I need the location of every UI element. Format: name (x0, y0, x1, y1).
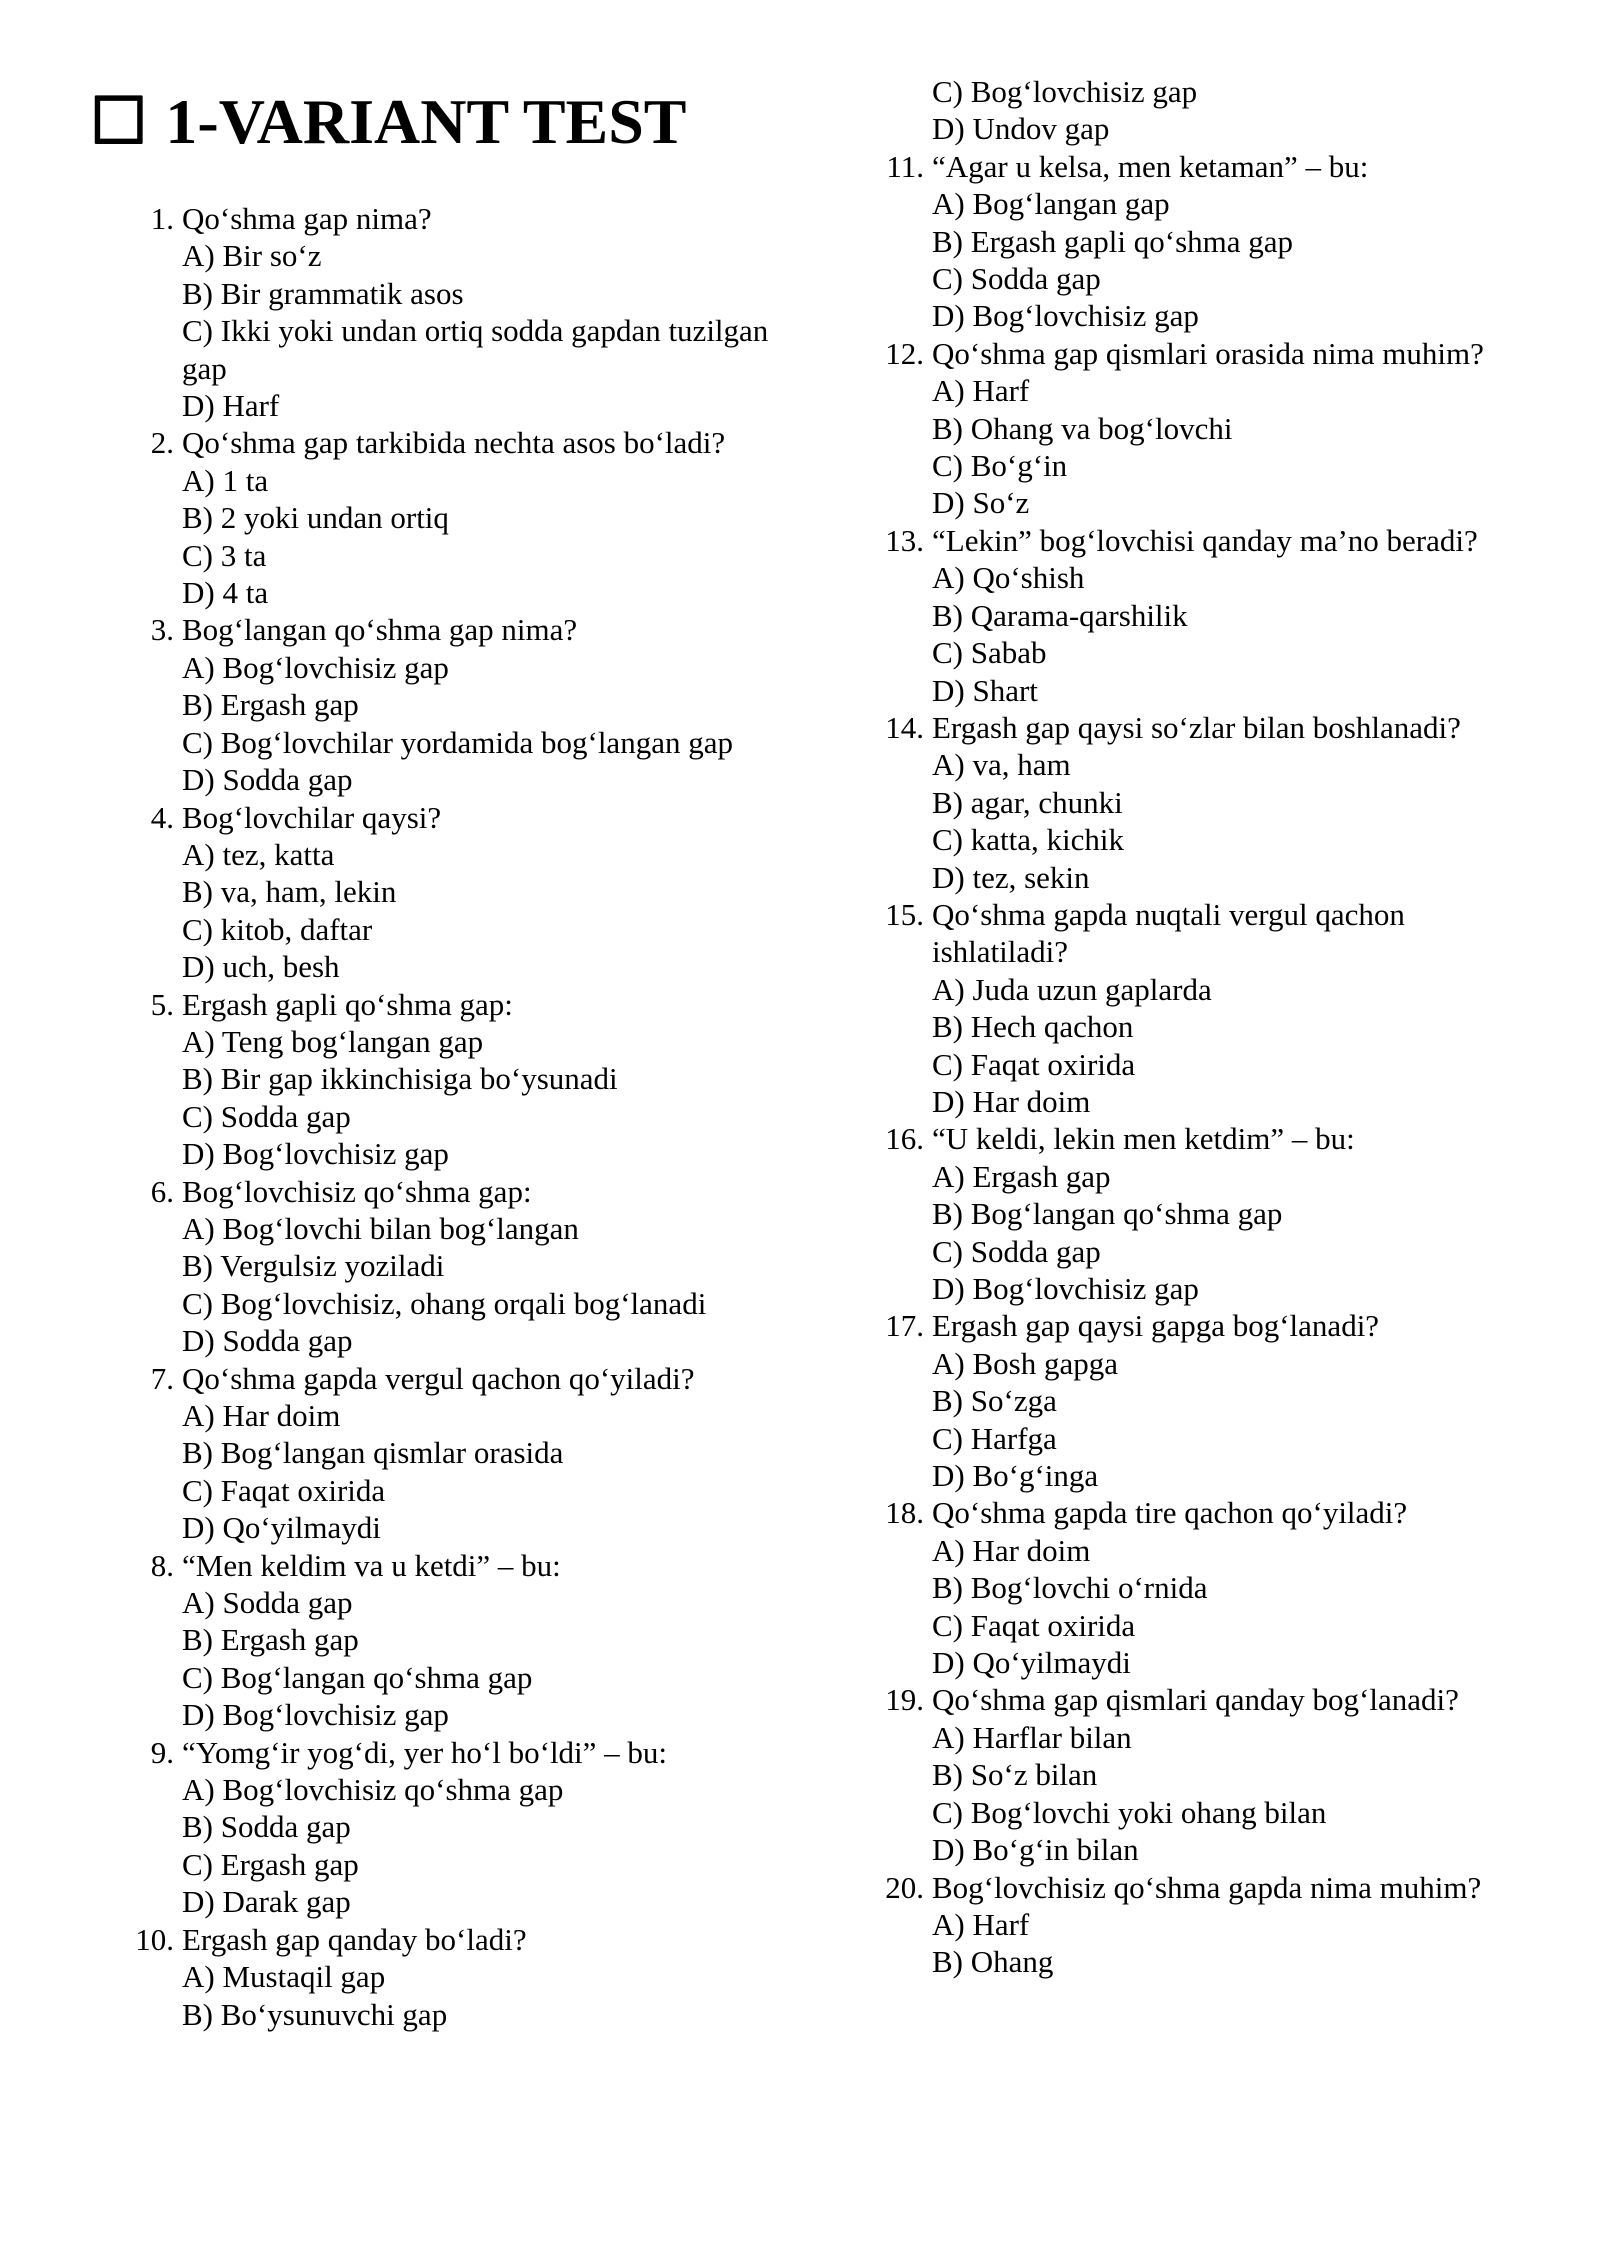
answer-option: A) tez, katta (182, 836, 335, 872)
answer-option: C) Ikki yoki undan ortiq sodda gapdan tuzilgan gap (182, 313, 769, 386)
question-text: “U keldi, lekin men ketdim” – bu: (932, 1121, 1355, 1157)
question-item (880, 896, 1520, 1120)
question-text: Ergash gap qaysi gapga bog‘lanadi? (932, 1308, 1380, 1344)
answer-option: B) So‘zga (932, 1383, 1057, 1419)
question-item (130, 200, 770, 424)
answer-option: D) Sodda gap (182, 762, 353, 798)
answer-option: C) Bog‘lovchi yoki ohang bilan (932, 1794, 1327, 1830)
question-item (130, 1173, 770, 1360)
question-number: 5. (150, 986, 174, 1022)
question-item (880, 1120, 1520, 1307)
page-title (90, 82, 686, 162)
question-text: “Lekin” bog‘lovchisi qanday ma’no beradi? (932, 522, 1478, 558)
answer-option: B) 2 yoki undan ortiq (182, 500, 449, 536)
question-text: Qo‘shma gapda nuqtali vergul qachon ishlatiladi? (932, 896, 1405, 970)
answer-option: C) Faqat oxirida (932, 1607, 1136, 1643)
question-number: 13. (885, 522, 924, 558)
question-text: Bog‘lovchilar qaysi? (182, 799, 442, 835)
answer-option: D) Bog‘lovchisiz gap (182, 1136, 449, 1172)
answer-option: D) Darak gap (182, 1884, 351, 1920)
question-item (880, 148, 1520, 335)
question-item (880, 1307, 1520, 1494)
answer-option: C) Sodda gap (932, 1233, 1101, 1269)
answer-option: C) Bog‘lovchisiz, ohang orqali bog‘lanadi (182, 1285, 707, 1321)
answer-option: B) Bog‘lovchi o‘rnida (932, 1570, 1208, 1606)
question-text: Qo‘shma gapda vergul qachon qo‘yiladi? (182, 1360, 695, 1396)
answer-option: C) Bog‘langan qo‘shma gap (182, 1659, 533, 1695)
answer-option: C) Sabab (932, 635, 1047, 671)
answer-option: C) Sodda gap (932, 261, 1101, 297)
question-number: 20. (885, 1869, 924, 1905)
question-text: Ergash gap qaysi so‘zlar bilan boshlanadi? (932, 709, 1461, 745)
left-column (130, 200, 770, 2033)
answer-option: B) Bog‘langan qo‘shma gap (932, 1196, 1283, 1232)
answer-option: A) Bosh gapga (932, 1345, 1118, 1381)
answer-option: A) Harf (932, 373, 1030, 409)
answer-option: C) Bog‘lovchilar yordamida bog‘langan gap (182, 724, 733, 760)
answer-option: A) Bog‘lovchisiz gap (182, 649, 449, 685)
answer-option: C) Harfga (932, 1420, 1057, 1456)
answer-option: A) Mustaqil gap (182, 1959, 386, 1995)
answer-option: D) Bog‘lovchisiz gap (932, 1271, 1199, 1306)
question-item (130, 1360, 770, 1547)
question-number: 14. (885, 709, 924, 745)
answer-option: A) Bog‘lovchisiz qo‘shma gap (182, 1772, 564, 1808)
answer-option: B) agar, chunki (932, 784, 1123, 820)
question-number: 8. (150, 1547, 174, 1583)
question-number: 3. (150, 612, 174, 648)
answer-option: A) Bog‘lovchi bilan bog‘langan (182, 1210, 579, 1246)
question-item (130, 424, 770, 611)
answer-option: B) So‘z bilan (932, 1757, 1098, 1793)
question-item (130, 1547, 770, 1734)
answer-option: A) Har doim (932, 1532, 1091, 1568)
answer-option: B) Ohang (932, 1944, 1054, 1980)
answer-option: C) katta, kichik (932, 822, 1124, 858)
right-question-list (880, 148, 1520, 1981)
answer-option: D) Bog‘lovchisiz gap (932, 298, 1199, 334)
answer-option: C) Faqat oxirida (182, 1472, 386, 1508)
question-text: Qo‘shma gap qismlari orasida nima muhim? (932, 335, 1484, 371)
answer-option: B) Ergash gapli qo‘shma gap (932, 223, 1294, 259)
answer-option: D) So‘z (932, 485, 1030, 521)
answer-option: B) Bog‘langan qismlar orasida (182, 1435, 564, 1471)
question-number: 2. (150, 425, 174, 461)
answer-option: C) kitob, daftar (182, 911, 373, 947)
right-column (880, 73, 1520, 1981)
question-text: “Agar u kelsa, men ketaman” – bu: (932, 148, 1369, 184)
question-text: Ergash gapli qo‘shma gap: (182, 986, 513, 1022)
answer-option: B) Hech qachon (932, 1009, 1134, 1045)
answer-option: D) tez, sekin (932, 859, 1090, 895)
question-item (880, 1869, 1520, 1981)
question-number: 10. (135, 1921, 174, 1957)
question-text: Qo‘shma gap qismlari qanday bog‘lanadi? (932, 1682, 1459, 1718)
answer-option: C) Sodda gap (182, 1098, 351, 1134)
answer-option: C) Faqat oxirida (932, 1046, 1136, 1082)
answer-option: D) Har doim (932, 1083, 1091, 1119)
answer-option: B) Sodda gap (182, 1809, 351, 1845)
answer-option: D) Bo‘g‘in bilan (932, 1832, 1139, 1868)
answer-option: A) Ergash gap (932, 1158, 1111, 1194)
answer-option: D) Qo‘yilmaydi (182, 1510, 381, 1546)
question-item (880, 335, 1520, 522)
question-number: 16. (885, 1121, 924, 1157)
question-text: “Men keldim va u ketdi” – bu: (182, 1547, 561, 1583)
page-title-text: 1-VARIANT TEST (165, 86, 687, 157)
answer-option: B) Ergash gap (182, 687, 359, 723)
question-text: Bog‘langan qo‘shma gap nima? (182, 612, 578, 648)
question-text: Qo‘shma gapda tire qachon qo‘yiladi? (932, 1495, 1408, 1531)
question-text: Ergash gap qanday bo‘ladi? (182, 1921, 527, 1957)
answer-option: D) Shart (932, 672, 1038, 708)
answer-option: C) Bo‘g‘in (932, 448, 1068, 484)
question-item (130, 611, 770, 798)
answer-option: D) Bo‘g‘inga (932, 1458, 1099, 1494)
question-item (130, 1734, 770, 1921)
answer-option: A) va, ham (932, 747, 1071, 783)
answer-option: A) Har doim (182, 1398, 341, 1433)
question-number: 11. (886, 148, 924, 184)
answer-option: B) Bir grammatik asos (182, 275, 464, 311)
question-number: 6. (150, 1173, 174, 1209)
question-item (130, 799, 770, 986)
answer-option: D) Sodda gap (182, 1323, 353, 1359)
continued-options (880, 73, 1520, 148)
answer-option: A) Bog‘langan gap (932, 186, 1170, 222)
answer-option: B) Qarama-qarshilik (932, 597, 1188, 633)
answer-option: C) 3 ta (182, 537, 267, 573)
question-number: 9. (150, 1734, 174, 1770)
question-item (130, 1921, 770, 2033)
answer-option: D) Qo‘yilmaydi (932, 1645, 1131, 1681)
answer-option: A) Harf (932, 1906, 1030, 1942)
question-number: 15. (885, 896, 924, 932)
answer-option: A) 1 ta (182, 462, 269, 498)
question-number: 19. (885, 1682, 924, 1718)
question-text: “Yomg‘ir yog‘di, yer ho‘l bo‘ldi” – bu: (182, 1734, 668, 1770)
answer-option: D) Bog‘lovchisiz gap (182, 1697, 449, 1733)
answer-option: A) Sodda gap (182, 1585, 353, 1621)
question-text: Qo‘shma gap tarkibida nechta asos bo‘ladi? (182, 425, 726, 461)
answer-option: B) Ohang va bog‘lovchi (932, 410, 1233, 446)
question-number: 12. (885, 335, 924, 371)
answer-option: D) uch, besh (182, 949, 340, 985)
answer-option: D) Harf (182, 388, 280, 424)
answer-option: D) Undov gap (932, 111, 1110, 147)
answer-option: C) Bog‘lovchisiz gap (932, 74, 1198, 109)
document-icon: ☐ (90, 86, 148, 157)
answer-option: B) Bir gap ikkinchisiga bo‘ysunadi (182, 1061, 618, 1097)
answer-option: A) Teng bog‘langan gap (182, 1023, 484, 1059)
question-number: 7. (150, 1360, 174, 1396)
question-number: 1. (150, 201, 174, 236)
question-number: 18. (885, 1495, 924, 1531)
question-item (880, 1494, 1520, 1681)
question-text: Bog‘lovchisiz qo‘shma gap: (182, 1173, 532, 1209)
answer-option: A) Qo‘shish (932, 560, 1085, 596)
question-number: 4. (150, 799, 174, 835)
answer-option: A) Harflar bilan (932, 1719, 1132, 1755)
answer-option: A) Juda uzun gaplarda (932, 971, 1212, 1007)
question-number: 17. (885, 1308, 924, 1344)
answer-option: D) 4 ta (182, 575, 269, 611)
answer-option: C) Ergash gap (182, 1846, 359, 1882)
question-text: Bog‘lovchisiz qo‘shma gapda nima muhim? (932, 1869, 1482, 1905)
question-item (880, 522, 1520, 709)
answer-option: B) Vergulsiz yoziladi (182, 1248, 445, 1284)
answer-option: A) Bir so‘z (182, 238, 322, 274)
question-item (130, 986, 770, 1173)
answer-option: B) va, ham, lekin (182, 874, 397, 910)
answer-option: B) Ergash gap (182, 1622, 359, 1658)
question-item (880, 1681, 1520, 1868)
answer-option: B) Bo‘ysunuvchi gap (182, 1996, 448, 2032)
question-text: Qo‘shma gap nima? (182, 201, 432, 236)
question-item (880, 709, 1520, 896)
